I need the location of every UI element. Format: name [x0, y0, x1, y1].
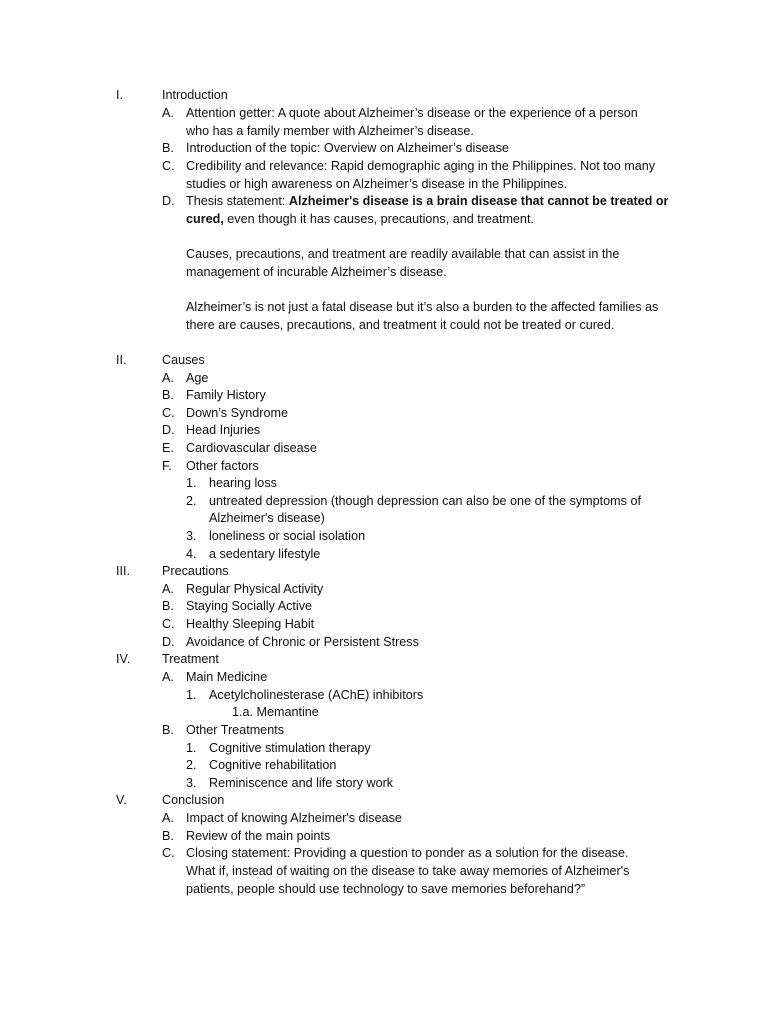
paragraph-line: there are causes, precautions, and treatment it could not be treated or cured.: [186, 318, 615, 332]
item-letter: C.: [162, 159, 175, 173]
item-letter: B.: [162, 388, 174, 402]
thesis-statement: [186, 193, 668, 211]
thesis-rest: even though it has causes, precautions, and treatment.: [223, 212, 534, 226]
sub-number: 1.: [186, 688, 197, 702]
paragraph-line: management of incurable Alzheimer’s disease.: [186, 265, 447, 279]
item-text: Age: [186, 371, 209, 385]
item-text: Healthy Sleeping Habit: [186, 617, 315, 631]
item-letter: A.: [162, 670, 174, 684]
item-text: Family History: [186, 388, 266, 402]
section-numeral: III.: [116, 564, 130, 578]
item-letter: F.: [162, 459, 172, 473]
sub-text: a sedentary lifestyle: [209, 547, 321, 561]
paragraph-line: Causes, precautions, and treatment are readily available that can assist in the: [186, 247, 620, 261]
item-letter: A.: [162, 811, 174, 825]
item-text: patients, people should use technology to save memories beforehand?”: [186, 882, 586, 896]
item-letter: C.: [162, 617, 175, 631]
section-numeral: IV.: [116, 652, 131, 666]
section-numeral: I.: [116, 88, 123, 102]
thesis-bold: Alzheimer's disease is a brain disease that cannot be treated or: [288, 194, 669, 208]
sub-text: Reminiscence and life story work: [209, 776, 394, 790]
sub-number: 1.: [186, 741, 197, 755]
item-text: Introduction of the topic: Overview on Alzheimer’s disease: [186, 141, 509, 155]
item-text: Cardiovascular disease: [186, 441, 317, 455]
sub-number: 3.: [186, 529, 197, 543]
sub-text: Cognitive rehabilitation: [209, 758, 337, 772]
item-text: Credibility and relevance: Rapid demographic aging in the Philippines. Not too many: [186, 159, 656, 173]
sub-text: Cognitive stimulation therapy: [209, 741, 371, 755]
sub-text: Alzheimer's disease): [209, 511, 325, 525]
sub-number: 2.: [186, 758, 197, 772]
sub-number: 1.: [186, 476, 197, 490]
item-letter: B.: [162, 829, 174, 843]
item-text: Other factors: [186, 459, 259, 473]
sub-number: 3.: [186, 776, 197, 790]
item-text: Impact of knowing Alzheimer's disease: [186, 811, 402, 825]
item-text: What if, instead of waiting on the disease to take away memories of Alzheimer's: [186, 864, 630, 878]
section-title: Treatment: [162, 652, 219, 666]
sub-text: Acetylcholinesterase (AChE) inhibitors: [209, 688, 424, 702]
item-text: Head Injuries: [186, 423, 261, 437]
item-letter: C.: [162, 406, 175, 420]
item-letter: A.: [162, 371, 174, 385]
item-letter: C.: [162, 846, 175, 860]
item-letter: B.: [162, 599, 174, 613]
item-text: Down’s Syndrome: [186, 406, 288, 420]
section-numeral: V.: [116, 793, 127, 807]
item-text: Main Medicine: [186, 670, 268, 684]
section-title: Causes: [162, 353, 205, 367]
item-text: who has a family member with Alzheimer’s disease.: [186, 124, 474, 138]
item-letter: A.: [162, 582, 174, 596]
section-title: Conclusion: [162, 793, 225, 807]
item-letter: E.: [162, 441, 174, 455]
item-letter: D.: [162, 194, 175, 208]
item-text: Regular Physical Activity: [186, 582, 324, 596]
item-letter: D.: [162, 423, 175, 437]
section-numeral: II.: [116, 353, 127, 367]
sub-text: untreated depression (though depression can also be one of the symptoms of: [209, 494, 641, 508]
paragraph-line: Alzheimer’s is not just a fatal disease but it’s also a burden to the affected families as: [186, 300, 659, 314]
section-title: Precautions: [162, 564, 229, 578]
item-text: Closing statement: Providing a question to ponder as a solution for the disease.: [186, 846, 629, 860]
sub-number: 4.: [186, 547, 197, 561]
item-letter: B.: [162, 723, 174, 737]
sub-sub-text: 1.a. Memantine: [232, 705, 319, 719]
item-text: Staying Socially Active: [186, 599, 312, 613]
item-letter: D.: [162, 635, 175, 649]
item-text: Avoidance of Chronic or Persistent Stress: [186, 635, 419, 649]
item-letter: B.: [162, 141, 174, 155]
thesis-statement-cont: [186, 211, 534, 229]
section-title: Introduction: [162, 88, 228, 102]
sub-number: 2.: [186, 494, 197, 508]
item-text: Review of the main points: [186, 829, 331, 843]
item-text: studies or high awareness on Alzheimer’s disease in the Philippines.: [186, 177, 568, 191]
sub-text: loneliness or social isolation: [209, 529, 366, 543]
item-text: Attention getter: A quote about Alzheimer’s disease or the experience of a person: [186, 106, 638, 120]
item-text: Other Treatments: [186, 723, 284, 737]
sub-text: hearing loss: [209, 476, 277, 490]
thesis-bold: cured,: [186, 212, 224, 226]
item-letter: A.: [162, 106, 174, 120]
thesis-label: Thesis statement:: [186, 194, 289, 208]
